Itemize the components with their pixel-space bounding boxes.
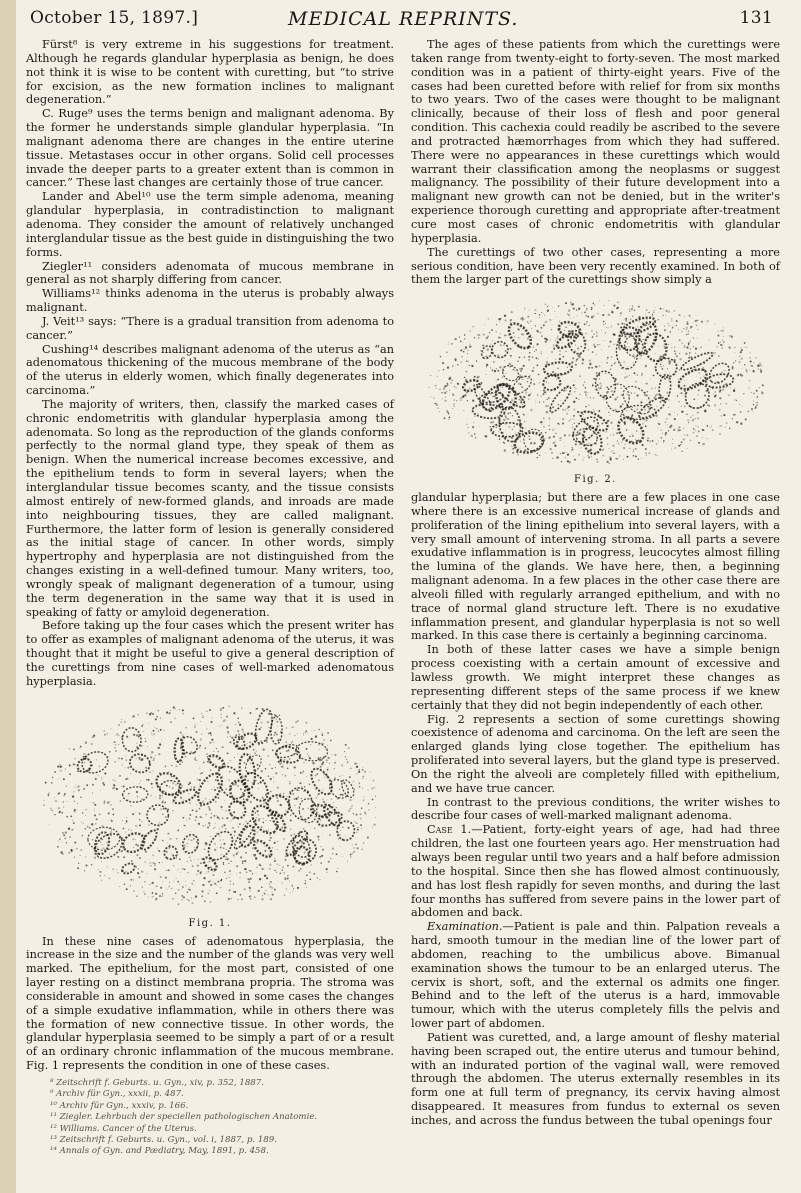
- figure-1: [26, 695, 394, 931]
- paragraph: Ziegler¹¹ considers adenomata of mucous membrane in general as not sharply differing from cancer.: [26, 259, 394, 287]
- paragraph: Williams¹² thinks adenoma in the uterus is probably always malignant.: [26, 287, 394, 315]
- running-header: [30, 8, 777, 34]
- case-paragraph: [411, 823, 780, 920]
- examination-text: —Patient is pale and thin. Palpation reveals a hard, smooth tumour in the median line of the lower part of abdomen, reaching to the umbilicus above. Bimanual examination shows the tumour to be an enlarged uterus. The cervix is short, soft, and the external os admits one finger. Behind and to the left of the uterus is a hard, immovable tumour, which with the uterus completely fills the pelvis and lower part of abdomen.: [411, 920, 780, 1031]
- paragraph: glandular hyperplasia; but there are a few places in one case where there is an excessive numerical increase of glands and proliferation of the lining epithelium into several layers, with a very small amount of intervening stroma. In all parts a severe exudative inflammation is in progress, leucocytes almost filling the lumina of the glands. We have here, then, a beginning malignant adenoma. In a few places in the other case there are alveoli filled with regularly arranged epithelium, and with no trace of normal gland structure left. There is no exudative inflammation present, and glandular hyperplasia is not so well marked. In this case there is certainly a beginning carcinoma.: [411, 491, 780, 643]
- left-column: [26, 38, 394, 1158]
- paragraph: C. Ruge⁹ uses the terms benign and malignant adenoma. By the former he understands simple glandular hyperplasia. “In malignant adenoma there are changes in the entire uterine tissue. Metastases occur in other organs. Solid cell processes invade the deeper parts to a greater extent than is common in cancer.” These last changes are certainly those of true cancer.: [26, 107, 394, 190]
- case-text: —Patient, forty-eight years of age, had had three children, the last one fourteen years ago. Her menstruation had always been regular until two years and a half before admission to the hospital. Since then she has flowed almost continuously, and has lost flesh rapidly for seven months, and during the last four months has suffered from severe pains in the lower part of abdomen and back.: [411, 823, 780, 920]
- figure-2-illustration: [416, 293, 776, 471]
- case-label: Case 1.: [427, 823, 472, 837]
- footnote: ¹³ Zeitschrift f. Geburts. u. Gyn., vol. i, 1887, p. 189.: [50, 1134, 277, 1145]
- footnote: ¹⁴ Annals of Gyn. and Pædiatry, May, 1891, p. 458.: [50, 1146, 269, 1157]
- footnotes: [26, 1078, 394, 1158]
- footnote: ¹¹ Ziegler. Lehrbuch der speciellen pathologischen Anatomie.: [50, 1112, 318, 1123]
- header-date: October 15, 1897.]: [30, 8, 199, 28]
- footnote: ⁹ Archiv für Gyn., xxxii, p. 487.: [50, 1089, 184, 1100]
- page-number: 131: [739, 8, 773, 28]
- figure-2-caption: Fig. 2.: [574, 474, 617, 486]
- figure-2: [411, 293, 780, 487]
- figure-1-illustration: [30, 695, 390, 915]
- examination-paragraph: [411, 920, 780, 1031]
- figure-1-caption: Fig. 1.: [188, 917, 232, 929]
- examination-label: Examination.: [427, 920, 503, 934]
- paragraph: In contrast to the previous conditions, the writer wishes to describe four cases of well-marked malignant adenoma.: [411, 795, 780, 823]
- paragraph: Fürst⁸ is very extreme in his suggestions for treatment. Although he regards glandular hyperplasia as benign, he does not think it is wise to be content with curetting, but “to strive for excision, as the new formation inclines to malignant degeneration.”: [26, 38, 394, 107]
- paragraph: Fig. 2 represents a section of some curettings showing coexistence of adenoma and carcinoma. On the left are seen the enlarged glands lying close together. The epithelium has proliferated into several layers, but the gland type is preserved. On the right the alveoli are completely filled with epithelium, and we have true cancer.: [411, 712, 780, 795]
- paragraph: Before taking up the four cases which the present writer has to offer as examples of malignant adenoma of the uterus, it was thought that it might be useful to give a general description of the curettings from nine cases of well-marked adenomatous hyperplasia.: [26, 619, 394, 688]
- right-column: [411, 38, 780, 1128]
- paragraph: The ages of these patients from which the curettings were taken range from twenty-eight to forty-seven. The most marked condition was in a patient of thirty-eight years. Five of the cases had been curetted before with relief for from six months to two years. Two of the cases were thought to be malignant clinically, because of their loss of flesh and poor general condition. This cachexia could readily be ascribed to the severe and protracted hæmorrhages from which they had suffered. There were no appearances in these curettings which would warrant their classification among the neoplasms or suggest malignancy. The possibility of their future development into a malignant new growth can not be denied, but in the writer's experience thorough curetting and appropriate after-treatment cure most cases of chronic endometritis with glandular hyperplasia.: [411, 38, 780, 245]
- footnote: ¹⁰ Archiv für Gyn., xxxiv, p. 166.: [50, 1100, 189, 1111]
- paragraph: The curettings of two other cases, representing a more serious condition, have been very recently examined. In both of them the larger part of the curettings show simply a: [411, 245, 780, 287]
- journal-title: MEDICAL REPRINTS.: [288, 8, 519, 30]
- paragraph: In these nine cases of adenomatous hyperplasia, the increase in the size and the number of the glands was very well marked. The epithelium, for the most part, consisted of one layer resting on a distinct membrana propria. The stroma was considerable in amount and showed in some cases the changes of a simple exudative inflammation, while in others there was the formation of new connective tissue. In other words, the glandular hyperplasia seemed to be simply a part of or a result of an ordinary chronic inflammation of the mucous membrane. Fig. 1 represents the condition in one of these cases.: [26, 934, 394, 1073]
- footnote: ¹² Williams. Cancer of the Uterus.: [50, 1123, 197, 1134]
- paragraph: The majority of writers, then, classify the marked cases of chronic endometritis with glandular hyperplasia among the adenomata. So long as the reproduction of the glands conforms perfectly to the normal gland type, they speak of them as benign. When the numerical increase becomes excessive, and the epithelium tends to form in several layers; when the interglandular tissue becomes scanty, and the tissue consists almost entirely of new-formed glands, and inroads are made into neighbouring tissues, they are called malignant. Furthermore, the latter form of lesion is generally considered as the initial stage of cancer. In other words, simply hypertrophy and hyperplasia are not distinguished from the changes existing in a well-defined tumour. Many writers, too, wrongly speak of malignant degeneration of a tumour, using the term degeneration in the same way that it is used in speaking of fatty or amyloid degeneration.: [26, 397, 394, 619]
- footnote: ⁸ Zeitschrift f. Geburts. u. Gyn., xiv, p. 352, 1887.: [50, 1077, 264, 1088]
- paragraph: In both of these latter cases we have a simple benign process coexisting with a certain amount of excessive and lawless growth. We might interpret these changes as representing different steps of the same process if we knew certainly that they did not begin independently of each other.: [411, 643, 780, 712]
- paragraph: J. Veit¹³ says: “There is a gradual transition from adenoma to cancer.”: [26, 314, 394, 342]
- paragraph: Cushing¹⁴ describes malignant adenoma of the uterus as “an adenomatous thickening of the mucous membrane of the body of the uterus in elderly women, which finally degenerates into carcinoma.”: [26, 342, 394, 398]
- page-edge: [0, 0, 16, 1193]
- paragraph: Lander and Abel¹⁰ use the term simple adenoma, meaning glandular hyperplasia, in contradistinction to malignant adenoma. They consider the amount of relatively unchanged interglandular tissue as the best guide in distinguishing the two forms.: [26, 190, 394, 259]
- paragraph: Patient was curetted, and, a large amount of fleshy material having been scraped out, the entire uterus and tumour behind, with an indurated portion of the vaginal wall, were removed through the abdomen. The uterus externally resembles in its form one at full term of pregnancy, its cervix having almost disappeared. It measures from fundus to external os seven inches, and across the fundus between the tubal openings four: [411, 1030, 780, 1127]
